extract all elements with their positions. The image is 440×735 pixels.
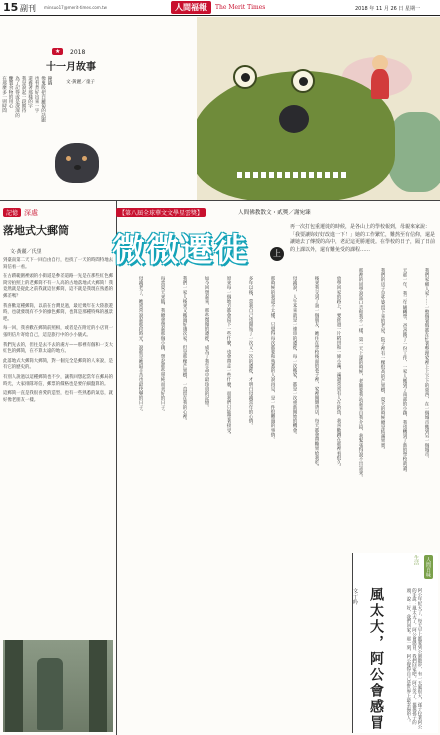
award-label: 人間佛教散文・貳獎／謝宛臻 [238, 210, 311, 216]
article-paragraph: 到臺南第二天下一回自由自行，也找了一天的時間特地去寫信看一看。 [3, 258, 113, 270]
award-tag: 【第八屆全球華文文學星雲獎】 [116, 208, 206, 217]
poem-line: 為了記得或是深深的 [14, 76, 20, 118]
page-header [0, 0, 440, 16]
feature-column: 多年以後，當我自己也開始了一次又一次的遷徙，才明白母親當年的心情。 [248, 276, 253, 428]
feature-column: 我們家鄉人家……一整個暑假都在忙著整理家裡上上下下的東西，在一個城市搬到另一個城市， [424, 268, 429, 462]
poem-line: 在那麼多一則時間 [1, 76, 7, 113]
poem-line: 還養著那樣的字 [27, 76, 33, 109]
article-title: 落地式大郵筒 [3, 224, 69, 237]
feature-column: 後來我交到了第一個朋友，她住在學校後面的巷子裡，家裡開雜貨店，每天都會帶糖果給我吃。 [314, 276, 319, 470]
dog-illustration [55, 143, 99, 183]
page-number: 15 [3, 1, 19, 14]
feature-column: 我們的房子是外婆留下來的老屋，院子裡有一棵很高的芒果樹，夏天的時候總是結滿果實。 [380, 268, 385, 452]
feature-column: 那時候的我還不太懂，只覺得每次都要和熟悉的人說再見，是一件很難過的事情。 [270, 276, 275, 442]
feature-column: 那裡的同學說話口音和我不一樣，第一天上課的時候，老師要我站起來自我介紹，我緊張得說不出話來。 [358, 268, 363, 480]
poem-title: 十一月故事 [46, 62, 96, 73]
feature-column: 放學回家的路上，要經過一片稻田和一條小溪，溪邊常常有人在釣魚，我喜歡蹲在那裡看很久。 [336, 276, 341, 470]
article-paragraph: 此落地式大郵筒大郵筒，對一個完全是郵筒的人來說，是有它的歷史的。 [3, 358, 113, 371]
article-author: 文·黃麗／氏里 [10, 249, 42, 255]
section-divider [0, 200, 440, 201]
feature-column: 母親說，人生本來就是一連串的遷徙，每一次搬家，都是一次重新開始的機會。 [292, 276, 297, 437]
contact-email: minsuo17@merit-times.com.tw [44, 5, 107, 10]
feature-column: 如今回想起來，那些微微的遷徙，成為了我生命中最珍貴的記憶。 [204, 276, 209, 410]
poem-author: 文·黃麗／童子 [66, 80, 96, 85]
poem-line: 像鬼般把白蘿蔔的話題 [40, 76, 46, 122]
feature-intro: 再一次打包重遷徙的時候，是各山上的學校報到，母親來家說：「我要讓妳好好改進一下！」她的工作繁忙，難熬至有信仰，還是讓她去了傳授的高中，老記這更勝遷徙。在學校的日子，隔了日前的上課以外，還有難免受的課程…… [290, 224, 436, 253]
feature-column: 原來每一個地方都會留下一些什麼，也會帶走一些什麼，而我們只能學著接受。 [226, 276, 231, 437]
inset-tag-sub: 生活 [413, 555, 419, 565]
feature-title: 微微遷徙 [112, 230, 248, 269]
column-divider [116, 200, 117, 735]
article-paragraph: 這郵筒一直是我很喜愛的造型，也有一些熟悉的氣息，就好像老朋友一樣。 [3, 391, 113, 403]
feature-column: 母親老了，她常常說起那段時光，說那是她最辛苦也最快樂的日子。 [138, 276, 143, 414]
feature-part-badge: 上 [270, 247, 284, 261]
issue-date: 2018 年 11 月 26 日 星期一 [355, 6, 420, 12]
article-paragraph: 我們先去的，但往是去不去的處方——那裡有個和一支大紅色的郵筒，在不算太遠的地方。 [3, 342, 113, 355]
column-tag: 記憶 [3, 208, 21, 217]
inset-tag: 人間百味 [425, 557, 431, 577]
poem-line: 鐘鍋 [47, 76, 52, 86]
poem-line: 醃製食物的用心 [8, 76, 13, 109]
article-paragraph: 有別人說過以這種郵筒也不少，讓我回想起當年在郵局的時光，大家排隊寄信，郵票的價格也是要仔細盤算的。 [3, 375, 113, 387]
newspaper-logo-en: The Merit Times [215, 4, 266, 11]
inset-text: 阿公年紀大了，每天早上都要到公園散步，有一天風很大，孫子拉著阿公的手說：風太大了，阿公會感冒，我們回家吧。阿公笑了，摸摸孫子的頭，說：好，我們回家。那一刻，阿公覺得自己是世界上最幸福的人。 [405, 588, 422, 729]
poem-line: 也有煮好出來一字 [34, 76, 39, 113]
article-paragraph: 在古蹟範圍裡頭的小街道是參差道路一先是在那些紅色郵筒旁拍照上的老郵筒不有一人高的古地落地式大郵筒！我竟然就是從此之前我就這位郵筒，這不就是我現在熟悉的郵差嗎？ [3, 274, 113, 299]
article-paragraph: 我喜歡這種郵筒，以前在台灣見過，最近幾年在大陸旅遊時，也就發現有不少的綠色郵筒，也算是那種特殊的風景吧。 [3, 303, 113, 322]
feature-column: 每當夏天來臨，我總會想起那個小鎮，想起那些單純而美好的日子。 [160, 276, 165, 414]
feature-column: 我們一家人後來又搬過好幾次家，但是那棵芒果樹，一直留在我的心裡。 [182, 276, 187, 424]
feature-column: 天那一年，我二年級轉學，爸爸換了一份工作，一家人搬到了南部的小鎮，我也轉到了新的學校就讀。 [402, 268, 407, 475]
article-paragraph: 每一回，我喜歡在郵筒前照相，或者是在附近的小店買一張明信片寄給自己，這是旅行中的小小儀式。 [3, 326, 113, 338]
poem-year: 2018 [70, 49, 86, 56]
poem-year-badge: ★ [52, 48, 63, 55]
newspaper-logo: 人間福報 [171, 1, 211, 14]
section-name: 副刊 [20, 4, 36, 13]
poem-line: 我是說起一段期待 [21, 76, 26, 113]
inset-author: 文·丁吟 [352, 588, 358, 605]
mailbox-photo [3, 640, 113, 732]
crocodile-illustration [197, 17, 440, 200]
column-tag-label: 深處 [24, 209, 38, 217]
inset-title: 風太大，阿公會感冒 [368, 587, 384, 731]
